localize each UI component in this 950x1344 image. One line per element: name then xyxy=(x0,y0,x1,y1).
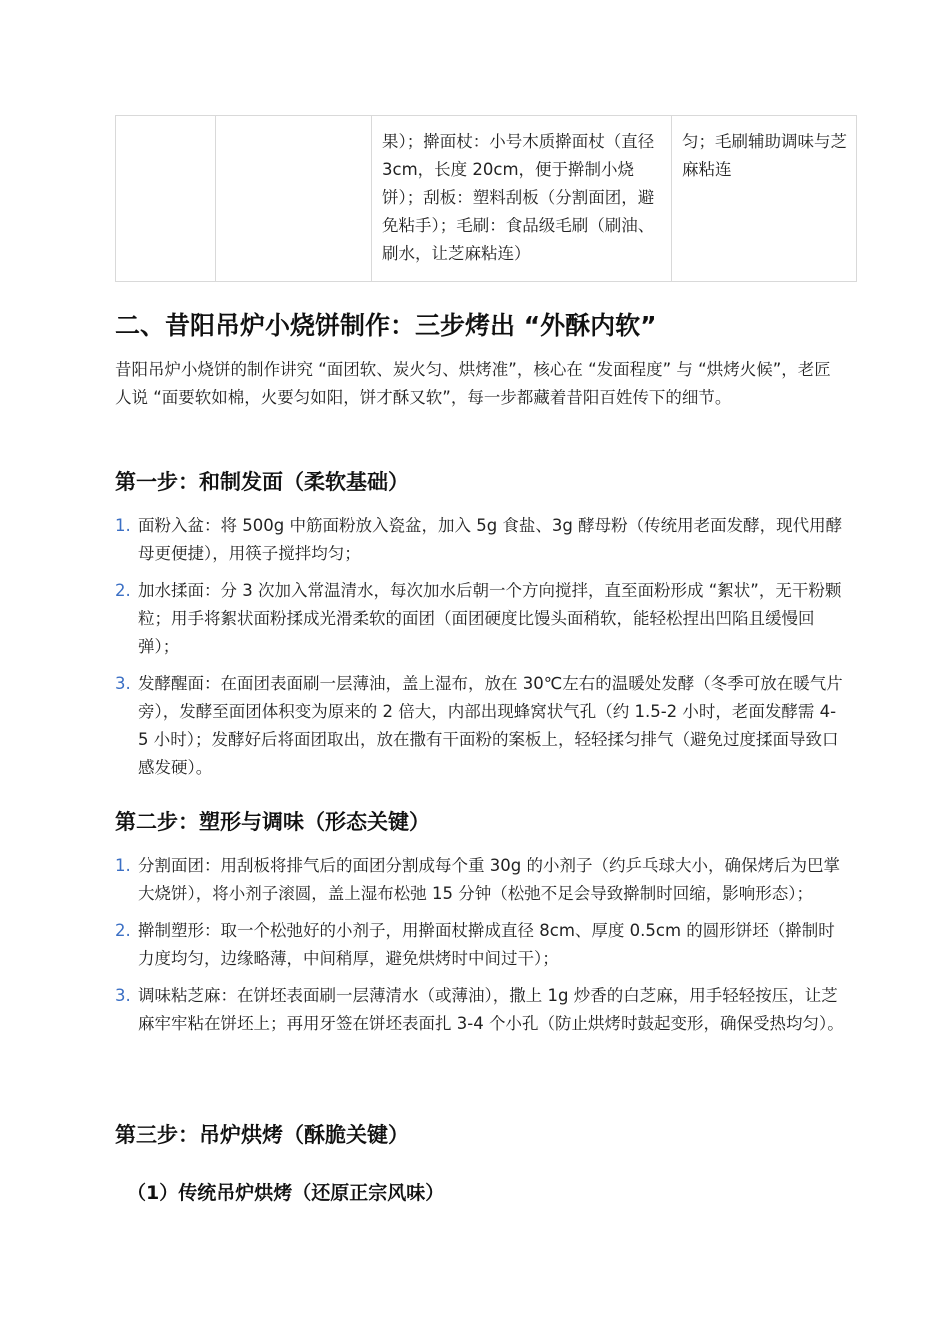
table-cell-tool-detail: 果）；擀面杖：小号木质擀面杖（直径 3cm，长度 20cm，便于擀制小烧饼）；刮板：塑料刮板（分割面团，避免粘手）；毛刷：食品级毛刷（刷油、刷水，让芝麻粘连） xyxy=(372,116,672,282)
tools-table-fragment xyxy=(115,115,857,282)
table-cell-tool-purpose: 匀；毛刷辅助调味与芝麻粘连 xyxy=(672,116,857,282)
list-item xyxy=(115,670,845,782)
list-number: 2. xyxy=(115,921,131,940)
step2-heading: 第二步：塑形与调味（形态关键） xyxy=(115,810,430,834)
table-cell-tool-category xyxy=(116,116,216,282)
step3-subheading: （1）传统吊炉烘烤（还原正宗风味） xyxy=(127,1182,445,1204)
list-item xyxy=(115,577,845,661)
step2-list xyxy=(115,852,845,1047)
list-item xyxy=(115,852,845,908)
list-number: 1. xyxy=(115,856,131,875)
step1-heading: 第一步：和制发面（柔软基础） xyxy=(115,470,409,494)
list-item-text: 加水揉面：分 3 次加入常温清水，每次加水后朝一个方向搅拌，直至面粉形成 “絮状”，无干粉颗粒；用手将絮状面粉揉成光滑柔软的面团（面团硬度比馒头面稍软，能轻松捏出凹陷且缓慢回弹）； xyxy=(138,581,842,656)
table-cell-tool-name xyxy=(216,116,372,282)
list-number: 2. xyxy=(115,581,131,600)
list-item xyxy=(115,982,845,1038)
section-intro: 昔阳吊炉小烧饼的制作讲究 “面团软、炭火匀、烘烤准”，核心在 “发面程度” 与 “烘烤火候”，老匠人说 “面要软如棉，火要匀如阳，饼才酥又软”，每一步都藏着昔阳百姓传下的细节。 xyxy=(115,360,831,407)
step3-heading: 第三步：吊炉烘烤（酥脆关键） xyxy=(115,1123,409,1147)
list-number: 3. xyxy=(115,986,131,1005)
list-item-text: 发酵醒面：在面团表面刷一层薄油，盖上湿布，放在 30℃左右的温暖处发酵（冬季可放在暖气片旁），发酵至面团体积变为原来的 2 倍大，内部出现蜂窝状气孔（约 1.5-2 小时，老面发酵需 4-5 小时）；发酵好后将面团取出，放在撒有干面粉的案板上，轻轻揉匀排气（避免过度揉面导致口感发硬）。 xyxy=(138,674,843,777)
list-item xyxy=(115,512,845,568)
list-item-text: 面粉入盆：将 500g 中筋面粉放入瓷盆，加入 5g 食盐、3g 酵母粉（传统用老面发酵，现代用酵母更便捷），用筷子搅拌均匀； xyxy=(138,516,843,563)
list-number: 1. xyxy=(115,516,131,535)
list-item-text: 调味粘芝麻：在饼坯表面刷一层薄清水（或薄油），撒上 1g 炒香的白芝麻，用手轻轻按压，让芝麻牢牢粘在饼坯上；再用牙签在饼坯表面扎 3-4 个小孔（防止烘烤时鼓起变形，确保受热均匀）。 xyxy=(138,986,844,1033)
list-number: 3. xyxy=(115,674,131,693)
list-item-text: 擀制塑形：取一个松弛好的小剂子，用擀面杖擀成直径 8cm、厚度 0.5cm 的圆形饼坯（擀制时力度均匀，边缘略薄，中间稍厚，避免烘烤时中间过干）； xyxy=(138,921,835,968)
list-item xyxy=(115,917,845,973)
table-row xyxy=(116,116,857,282)
step1-list xyxy=(115,512,845,791)
section-heading: 二、昔阳吊炉小烧饼制作：三步烤出 “外酥内软” xyxy=(115,311,657,340)
list-item-text: 分割面团：用刮板将排气后的面团分割成每个重 30g 的小剂子（约乒乓球大小，确保烤后为巴掌大烧饼），将小剂子滚圆，盖上湿布松弛 15 分钟（松弛不足会导致擀制时回缩，影响形态）； xyxy=(138,856,840,903)
